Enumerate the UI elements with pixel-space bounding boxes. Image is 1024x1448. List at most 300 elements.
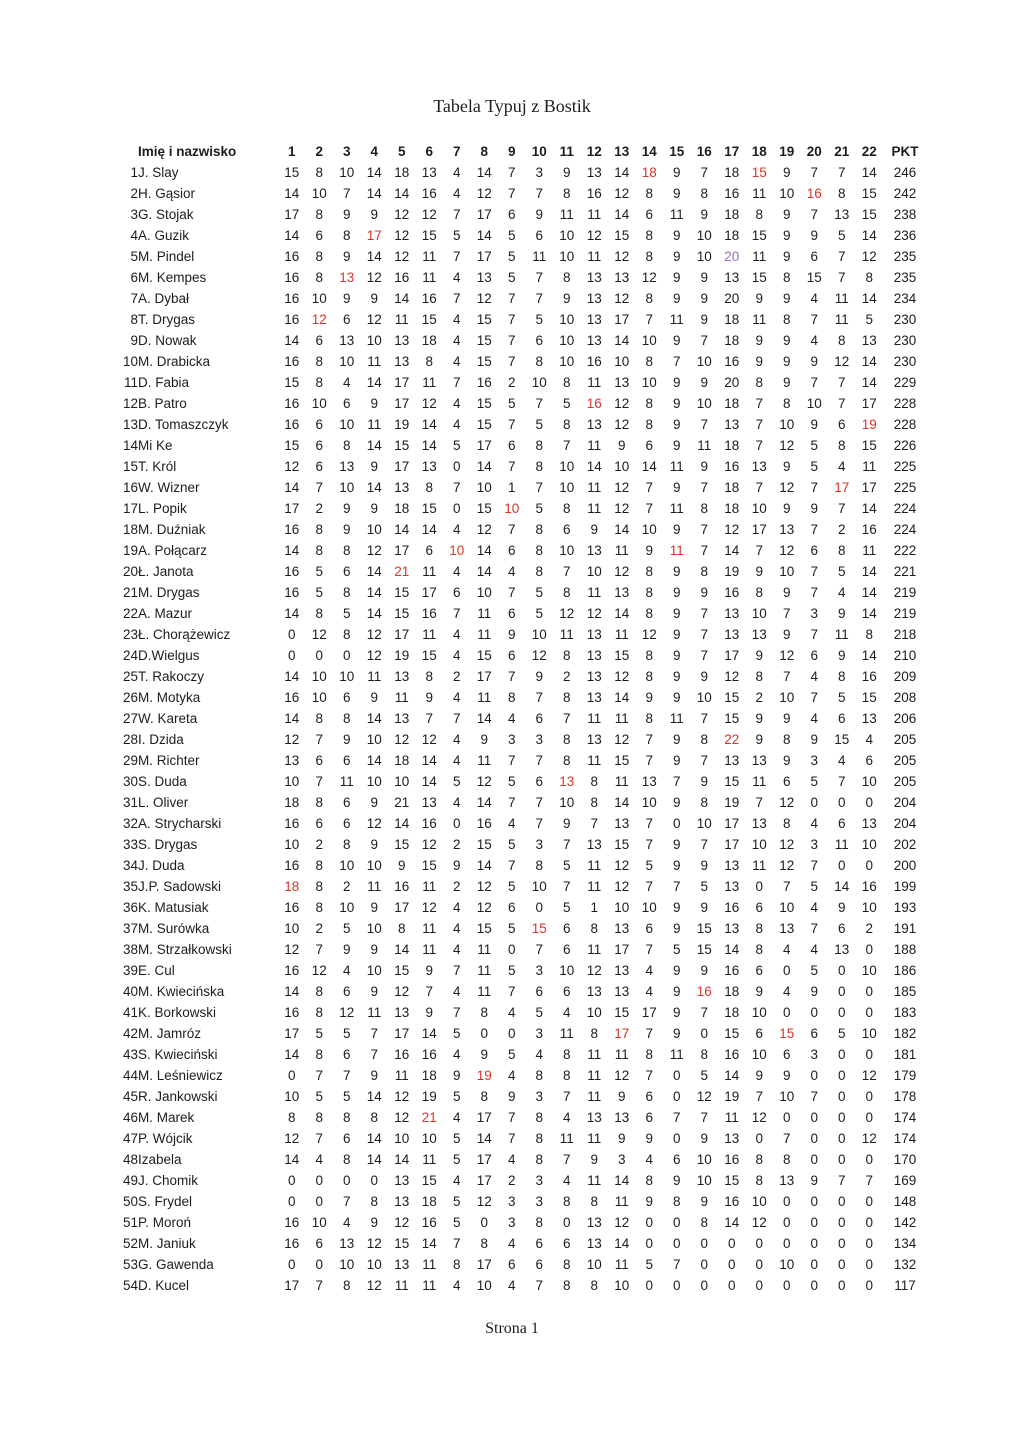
score-cell: 7 xyxy=(452,207,461,222)
table-row xyxy=(116,666,927,687)
score-cell: 11 xyxy=(587,438,602,453)
score-cell: 0 xyxy=(782,1194,791,1209)
rank-cell: 23 xyxy=(122,627,138,642)
score-cell: 5 xyxy=(315,1089,323,1104)
score-cell: 15 xyxy=(614,1005,630,1020)
score-cell: 4 xyxy=(452,648,461,663)
score-cell: 9 xyxy=(645,690,653,705)
score-cell: 17 xyxy=(476,669,492,684)
score-cell: 10 xyxy=(586,1005,602,1020)
table-row xyxy=(116,1254,927,1275)
score-cell: 16 xyxy=(724,186,740,201)
score-cell: 17 xyxy=(284,501,300,516)
rank-cell: 43 xyxy=(122,1047,138,1062)
table-row xyxy=(116,204,927,225)
score-cell: 13 xyxy=(394,1005,410,1020)
score-cell: 13 xyxy=(476,270,492,285)
score-cell: 12 xyxy=(284,459,300,474)
score-cell: 13 xyxy=(586,648,602,663)
score-cell: 9 xyxy=(370,795,378,810)
score-cell: 4 xyxy=(452,627,461,642)
score-cell: 12 xyxy=(586,606,602,621)
score-cell: 9 xyxy=(397,858,406,873)
score-cell: 8 xyxy=(315,711,323,726)
score-cell: 12 xyxy=(366,1278,382,1293)
score-cell: 0 xyxy=(865,1236,873,1251)
score-cell: 7 xyxy=(782,606,791,621)
score-cell: 8 xyxy=(342,543,351,558)
score-cell: 9 xyxy=(425,1005,433,1020)
rank-cell: 25 xyxy=(122,669,138,684)
score-cell: 9 xyxy=(562,816,571,831)
rank-cell: 32 xyxy=(122,816,138,831)
score-cell: 5 xyxy=(837,564,846,579)
score-cell: 17 xyxy=(641,1005,657,1020)
score-cell: 9 xyxy=(672,522,681,537)
score-cell: 13 xyxy=(559,774,575,789)
score-cell: 5 xyxy=(452,1194,461,1209)
score-cell: 6 xyxy=(507,438,516,453)
score-cell: 8 xyxy=(425,669,433,684)
score-cell: 7 xyxy=(562,1152,571,1167)
score-cell: 8 xyxy=(700,732,708,747)
score-cell: 11 xyxy=(367,879,382,894)
score-cell: 9 xyxy=(342,207,351,222)
score-cell: 11 xyxy=(752,312,767,327)
player-name: D. Nowak xyxy=(138,333,197,348)
table-row xyxy=(116,456,927,477)
score-cell: 7 xyxy=(755,543,763,558)
score-cell: 13 xyxy=(614,963,630,978)
score-cell: 7 xyxy=(810,165,818,180)
score-cell: 11 xyxy=(367,669,382,684)
score-cell: 16 xyxy=(421,291,437,306)
score-cell: 7 xyxy=(810,921,818,936)
score-cell: 14 xyxy=(366,711,382,726)
score-cell: 13 xyxy=(834,942,850,957)
score-cell: 14 xyxy=(614,165,630,180)
score-cell: 8 xyxy=(562,585,571,600)
score-cell: 2 xyxy=(315,837,323,852)
score-cell: 7 xyxy=(535,795,543,810)
score-cell: 18 xyxy=(724,228,740,243)
player-name: T. Król xyxy=(138,459,177,474)
score-cell: 8 xyxy=(562,1068,571,1083)
round-header: 6 xyxy=(425,144,433,159)
score-cell: 4 xyxy=(452,333,461,348)
score-cell: 9 xyxy=(672,900,681,915)
score-cell: 12 xyxy=(421,732,437,747)
score-cell: 7 xyxy=(837,375,846,390)
score-cell: 8 xyxy=(562,417,571,432)
score-cell: 18 xyxy=(724,438,740,453)
score-cell: 10 xyxy=(751,501,767,516)
rank-cell: 12 xyxy=(122,396,138,411)
score-cell: 9 xyxy=(672,1173,681,1188)
score-cell: 4 xyxy=(452,900,461,915)
rank-cell: 27 xyxy=(122,711,138,726)
score-cell: 14 xyxy=(284,669,300,684)
score-cell: 11 xyxy=(587,711,602,726)
score-cell: 9 xyxy=(370,900,378,915)
table-row xyxy=(116,1065,927,1086)
score-cell: 6 xyxy=(342,1047,351,1062)
score-cell: 0 xyxy=(865,1194,873,1209)
score-cell: 16 xyxy=(284,396,300,411)
player-name: R. Jankowski xyxy=(138,1089,218,1104)
score-cell: 10 xyxy=(366,1257,382,1272)
score-cell: 8 xyxy=(562,732,571,747)
score-cell: 7 xyxy=(507,753,516,768)
score-cell: 5 xyxy=(700,1068,708,1083)
score-cell: 15 xyxy=(421,312,437,327)
player-name: M. Surówka xyxy=(138,921,210,936)
rank-cell: 7 xyxy=(130,291,138,306)
score-cell: 13 xyxy=(586,669,602,684)
score-cell: 12 xyxy=(284,942,300,957)
score-cell: 4 xyxy=(810,669,818,684)
score-cell: 13 xyxy=(394,333,410,348)
score-cell: 14 xyxy=(284,228,300,243)
score-cell: 9 xyxy=(782,375,791,390)
score-cell: 13 xyxy=(724,627,740,642)
score-cell: 0 xyxy=(837,1215,846,1230)
score-cell: 3 xyxy=(535,732,543,747)
score-cell: 8 xyxy=(700,795,708,810)
score-cell: 16 xyxy=(724,1194,740,1209)
score-cell: 8 xyxy=(645,396,653,411)
table-row xyxy=(116,267,927,288)
score-cell: 0 xyxy=(645,1236,653,1251)
score-cell: 9 xyxy=(672,564,681,579)
score-cell: 0 xyxy=(480,1026,488,1041)
rank-cell: 54 xyxy=(122,1278,138,1293)
score-cell: 11 xyxy=(394,312,409,327)
score-cell: 9 xyxy=(370,501,378,516)
score-cell: 0 xyxy=(370,1173,378,1188)
score-cell: 8 xyxy=(315,543,323,558)
score-cell: 14 xyxy=(366,186,382,201)
score-cell: 2 xyxy=(837,522,846,537)
rank-cell: 50 xyxy=(122,1194,138,1209)
score-cell: 7 xyxy=(507,354,516,369)
score-cell: 0 xyxy=(782,963,791,978)
score-cell: 7 xyxy=(535,270,543,285)
score-cell: 16 xyxy=(421,186,437,201)
score-cell: 10 xyxy=(339,900,355,915)
score-cell: 20 xyxy=(724,375,740,390)
score-cell: 11 xyxy=(834,627,849,642)
score-cell: 14 xyxy=(366,606,382,621)
score-cell: 17 xyxy=(751,522,767,537)
score-cell: 14 xyxy=(366,753,382,768)
round-header: 11 xyxy=(559,144,574,159)
score-cell: 15 xyxy=(421,501,437,516)
score-cell: 5 xyxy=(452,438,461,453)
score-cell: 15 xyxy=(394,1236,410,1251)
score-cell: 8 xyxy=(480,1005,488,1020)
score-cell: 7 xyxy=(507,186,516,201)
round-header: 19 xyxy=(779,144,795,159)
score-cell: 17 xyxy=(284,1026,300,1041)
score-cell: 6 xyxy=(342,816,351,831)
score-cell: 5 xyxy=(452,1026,461,1041)
score-cell: 10 xyxy=(779,564,795,579)
score-cell: 19 xyxy=(394,648,410,663)
score-cell: 8 xyxy=(562,501,571,516)
score-cell: 10 xyxy=(641,900,657,915)
pkt-cell: 238 xyxy=(893,207,917,222)
score-cell: 13 xyxy=(586,627,602,642)
score-cell: 4 xyxy=(452,1173,461,1188)
score-cell: 14 xyxy=(284,333,300,348)
score-cell: 0 xyxy=(837,963,846,978)
score-cell: 0 xyxy=(837,1110,846,1125)
score-cell: 9 xyxy=(672,228,681,243)
score-cell: 9 xyxy=(700,1194,708,1209)
score-cell: 10 xyxy=(696,816,712,831)
score-cell: 4 xyxy=(810,333,818,348)
score-cell: 17 xyxy=(476,1257,492,1272)
score-cell: 0 xyxy=(865,1005,873,1020)
pkt-cell: 179 xyxy=(893,1068,917,1083)
table-row xyxy=(116,519,927,540)
score-cell: 8 xyxy=(342,627,351,642)
score-cell: 5 xyxy=(452,1152,461,1167)
score-cell: 6 xyxy=(535,774,543,789)
score-cell: 11 xyxy=(669,543,684,558)
score-cell: 10 xyxy=(559,354,575,369)
score-cell: 5 xyxy=(837,1026,846,1041)
table-row xyxy=(116,1023,927,1044)
score-cell: 10 xyxy=(696,690,712,705)
score-cell: 7 xyxy=(700,522,708,537)
score-cell: 4 xyxy=(562,1173,571,1188)
score-cell: 9 xyxy=(342,291,351,306)
score-cell: 14 xyxy=(861,165,877,180)
score-cell: 0 xyxy=(865,1089,873,1104)
player-name: Ł. Janota xyxy=(138,564,194,579)
score-cell: 0 xyxy=(837,1047,846,1062)
score-cell: 10 xyxy=(779,900,795,915)
score-cell: 0 xyxy=(672,1089,681,1104)
table-row xyxy=(116,813,927,834)
score-cell: 9 xyxy=(782,711,791,726)
score-cell: 9 xyxy=(755,333,763,348)
score-cell: 12 xyxy=(394,1089,410,1104)
score-cell: 14 xyxy=(284,1152,300,1167)
score-cell: 4 xyxy=(865,732,873,747)
score-cell: 18 xyxy=(724,333,740,348)
score-cell: 0 xyxy=(810,1236,818,1251)
score-cell: 18 xyxy=(394,753,410,768)
player-name: M. Janiuk xyxy=(138,1236,196,1251)
score-cell: 9 xyxy=(370,459,378,474)
score-cell: 16 xyxy=(284,963,300,978)
pkt-cell: 219 xyxy=(893,606,917,621)
pkt-cell: 200 xyxy=(893,858,917,873)
score-cell: 16 xyxy=(724,963,740,978)
player-name: P. Moroń xyxy=(138,1215,192,1230)
score-cell: 8 xyxy=(645,711,653,726)
score-cell: 13 xyxy=(586,333,602,348)
score-cell: 9 xyxy=(782,228,791,243)
score-cell: 9 xyxy=(480,732,488,747)
score-cell: 11 xyxy=(669,207,684,222)
score-cell: 5 xyxy=(535,417,543,432)
round-header: 22 xyxy=(861,144,877,159)
score-cell: 16 xyxy=(284,522,300,537)
score-cell: 5 xyxy=(507,228,516,243)
pkt-cell: 221 xyxy=(893,564,917,579)
score-cell: 8 xyxy=(342,837,351,852)
score-cell: 3 xyxy=(535,1089,543,1104)
round-header: 8 xyxy=(480,144,488,159)
score-cell: 13 xyxy=(861,711,877,726)
score-cell: 0 xyxy=(315,1194,323,1209)
score-cell: 8 xyxy=(535,459,543,474)
score-cell: 8 xyxy=(645,186,653,201)
player-name: M. Richter xyxy=(138,753,200,768)
score-cell: 13 xyxy=(394,669,410,684)
score-cell: 20 xyxy=(724,291,740,306)
score-cell: 0 xyxy=(672,1131,681,1146)
score-cell: 12 xyxy=(311,312,327,327)
score-cell: 8 xyxy=(370,1110,378,1125)
score-cell: 21 xyxy=(394,564,410,579)
score-cell: 13 xyxy=(394,480,410,495)
score-cell: 10 xyxy=(311,291,327,306)
score-cell: 5 xyxy=(507,837,516,852)
score-cell: 0 xyxy=(865,1257,873,1272)
player-name: S. Kwieciński xyxy=(138,1047,218,1062)
score-cell: 8 xyxy=(535,858,543,873)
score-cell: 13 xyxy=(586,291,602,306)
score-cell: 17 xyxy=(394,375,410,390)
score-cell: 14 xyxy=(284,480,300,495)
score-cell: 12 xyxy=(834,354,850,369)
player-name: W. Kareta xyxy=(138,711,198,726)
score-cell: 6 xyxy=(535,228,543,243)
score-cell: 11 xyxy=(614,1047,629,1062)
score-cell: 15 xyxy=(476,501,492,516)
score-cell: 12 xyxy=(366,627,382,642)
score-cell: 8 xyxy=(590,1278,598,1293)
score-cell: 7 xyxy=(507,312,516,327)
score-cell: 6 xyxy=(535,1236,543,1251)
score-cell: 2 xyxy=(562,669,571,684)
rank-cell: 38 xyxy=(122,942,138,957)
score-cell: 11 xyxy=(587,858,602,873)
score-cell: 10 xyxy=(504,501,520,516)
player-name: A. Strycharski xyxy=(138,816,222,831)
score-cell: 5 xyxy=(700,879,708,894)
score-cell: 0 xyxy=(287,1173,296,1188)
score-cell: 11 xyxy=(422,921,437,936)
score-cell: 8 xyxy=(535,438,543,453)
score-cell: 7 xyxy=(535,753,543,768)
score-cell: 5 xyxy=(645,1257,653,1272)
score-cell: 8 xyxy=(315,249,323,264)
score-cell: 7 xyxy=(837,501,846,516)
score-cell: 14 xyxy=(834,879,850,894)
score-cell: 8 xyxy=(315,1047,323,1062)
score-cell: 2 xyxy=(315,921,323,936)
score-cell: 6 xyxy=(837,816,846,831)
score-cell: 0 xyxy=(287,1257,296,1272)
score-cell: 12 xyxy=(614,879,630,894)
score-cell: 16 xyxy=(696,984,712,999)
score-cell: 9 xyxy=(782,1068,791,1083)
pkt-cell: 199 xyxy=(893,879,917,894)
score-cell: 13 xyxy=(586,1215,602,1230)
score-cell: 10 xyxy=(394,1131,410,1146)
score-cell: 6 xyxy=(645,1110,653,1125)
name-header: Imię i nazwisko xyxy=(138,144,237,159)
score-cell: 15 xyxy=(476,921,492,936)
score-cell: 7 xyxy=(590,816,598,831)
score-cell: 5 xyxy=(507,1047,516,1062)
score-cell: 7 xyxy=(507,1110,516,1125)
player-name: A. Połącarz xyxy=(138,543,208,558)
score-cell: 7 xyxy=(342,186,351,201)
score-cell: 5 xyxy=(535,501,543,516)
player-name: J. Slay xyxy=(138,165,179,180)
score-cell: 13 xyxy=(339,270,355,285)
score-cell: 9 xyxy=(370,207,378,222)
score-cell: 17 xyxy=(861,480,877,495)
score-cell: 8 xyxy=(562,690,571,705)
score-cell: 0 xyxy=(480,1215,488,1230)
score-cell: 12 xyxy=(614,249,630,264)
pkt-cell: 225 xyxy=(893,480,917,495)
score-cell: 10 xyxy=(476,585,492,600)
score-cell: 16 xyxy=(724,354,740,369)
score-cell: 10 xyxy=(284,921,300,936)
score-cell: 12 xyxy=(366,543,382,558)
score-cell: 10 xyxy=(476,1278,492,1293)
score-cell: 0 xyxy=(452,459,461,474)
score-cell: 11 xyxy=(587,1089,602,1104)
score-cell: 7 xyxy=(837,249,846,264)
score-cell: 7 xyxy=(645,732,653,747)
score-cell: 8 xyxy=(315,795,323,810)
round-header: 20 xyxy=(806,144,822,159)
score-cell: 8 xyxy=(480,1236,488,1251)
score-cell: 5 xyxy=(452,228,461,243)
score-cell: 6 xyxy=(645,438,653,453)
score-cell: 12 xyxy=(779,543,795,558)
score-cell: 4 xyxy=(507,1152,516,1167)
score-cell: 4 xyxy=(452,396,461,411)
score-cell: 11 xyxy=(752,249,767,264)
score-cell: 7 xyxy=(810,207,818,222)
score-cell: 12 xyxy=(614,858,630,873)
score-cell: 0 xyxy=(837,795,846,810)
score-cell: 10 xyxy=(696,1152,712,1167)
score-cell: 10 xyxy=(339,669,355,684)
score-cell: 4 xyxy=(452,732,461,747)
score-cell: 10 xyxy=(641,375,657,390)
player-name: J.P. Sadowski xyxy=(138,879,222,894)
score-cell: 8 xyxy=(425,354,433,369)
rank-cell: 48 xyxy=(122,1152,138,1167)
score-cell: 3 xyxy=(507,732,516,747)
score-cell: 15 xyxy=(284,438,300,453)
score-cell: 9 xyxy=(672,648,681,663)
score-cell: 11 xyxy=(422,375,437,390)
score-cell: 0 xyxy=(755,1236,763,1251)
